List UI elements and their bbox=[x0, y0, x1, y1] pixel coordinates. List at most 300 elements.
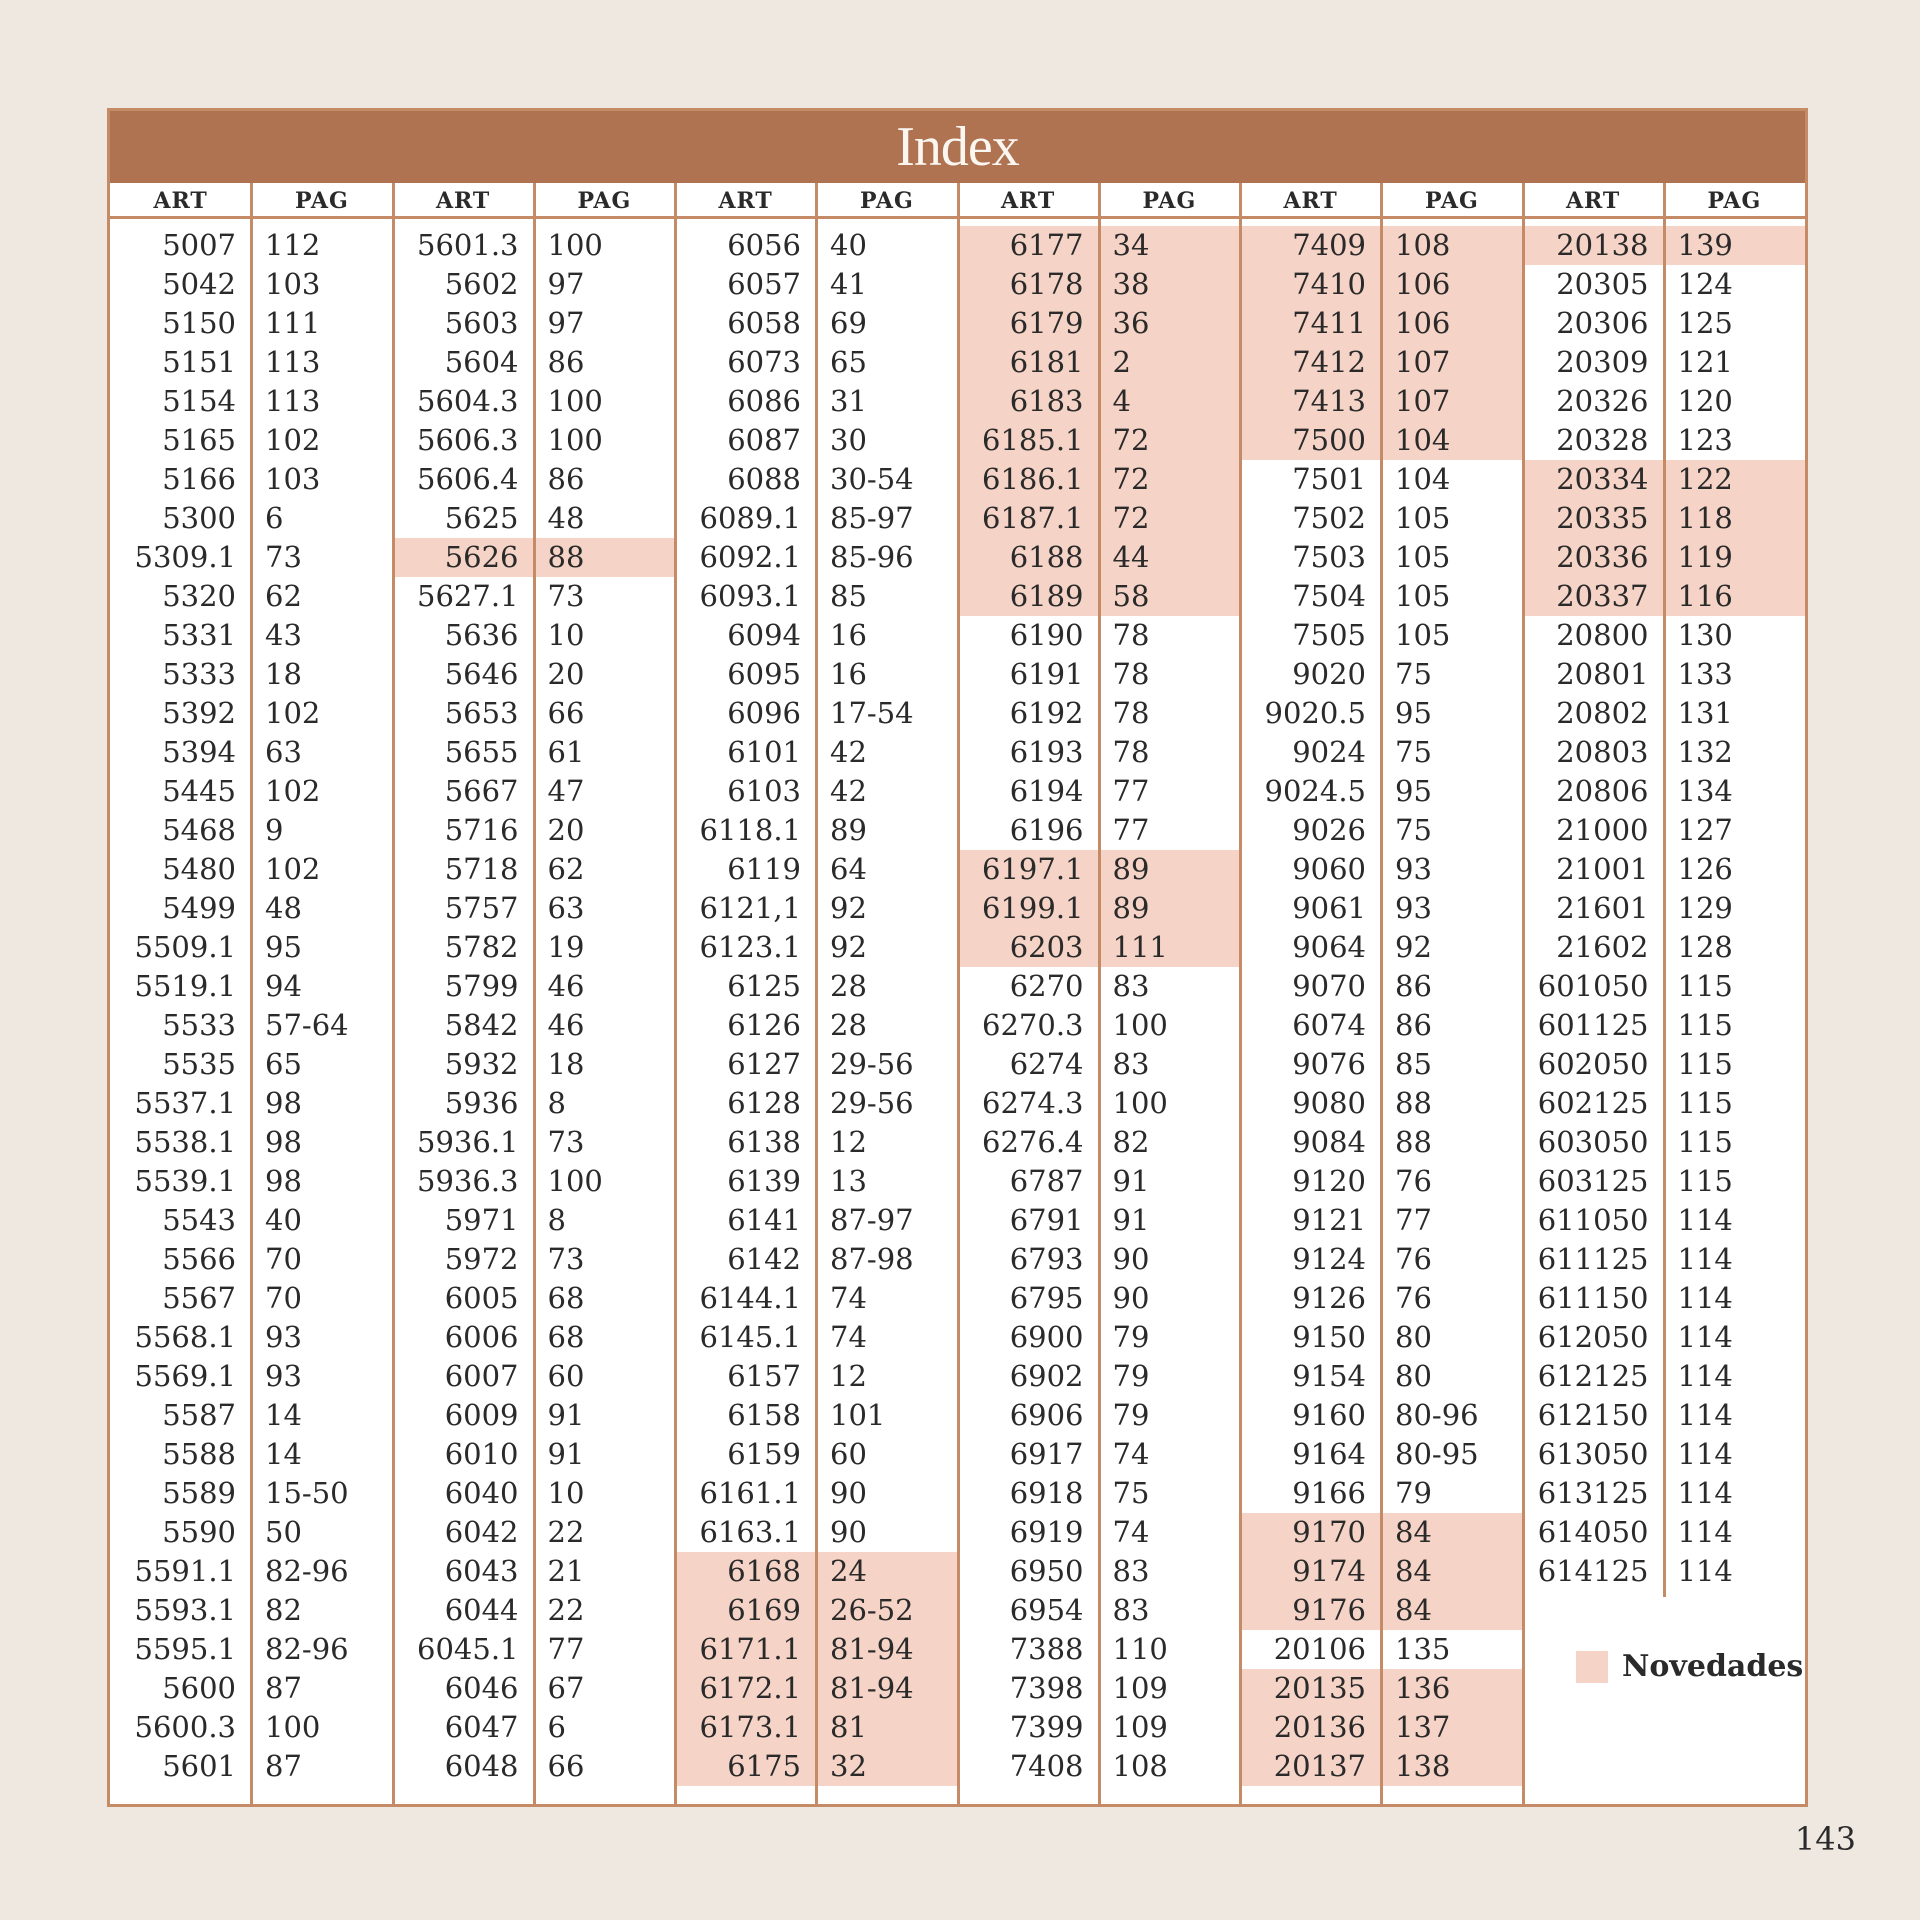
page-ref: 104 bbox=[1395, 423, 1451, 457]
art-number: 20801 bbox=[1556, 657, 1649, 691]
art-number: 5535 bbox=[162, 1047, 236, 1081]
page-ref: 14 bbox=[265, 1398, 302, 1432]
art-number: 9064 bbox=[1292, 930, 1366, 964]
column-divider bbox=[1098, 219, 1101, 1804]
page-ref: 123 bbox=[1677, 423, 1733, 457]
art-number: 5150 bbox=[162, 306, 236, 340]
art-number: 5394 bbox=[162, 735, 236, 769]
art-number: 7411 bbox=[1292, 306, 1366, 340]
page-ref: 62 bbox=[265, 579, 302, 613]
page-ref: 114 bbox=[1677, 1359, 1733, 1393]
page-ref: 93 bbox=[265, 1320, 302, 1354]
art-number: 6169 bbox=[727, 1593, 801, 1627]
art-number: 5588 bbox=[162, 1437, 236, 1471]
page-ref: 10 bbox=[547, 618, 585, 652]
art-number: 6203 bbox=[1009, 930, 1084, 964]
page-ref: 95 bbox=[1395, 774, 1432, 808]
page-ref: 30-54 bbox=[830, 462, 914, 496]
page-ref: 78 bbox=[1112, 657, 1150, 691]
page-ref: 48 bbox=[547, 501, 585, 535]
art-number: 6194 bbox=[1009, 774, 1084, 808]
page-ref: 86 bbox=[547, 345, 585, 379]
header-divider bbox=[815, 183, 818, 216]
page-ref: 67 bbox=[547, 1671, 585, 1705]
page-ref: 114 bbox=[1677, 1320, 1733, 1354]
art-number: 6144.1 bbox=[699, 1281, 801, 1315]
art-number: 6128 bbox=[727, 1086, 801, 1120]
art-number: 5538.1 bbox=[134, 1125, 236, 1159]
page-ref: 78 bbox=[1112, 618, 1150, 652]
art-number: 6795 bbox=[1009, 1281, 1084, 1315]
art-number: 7412 bbox=[1292, 345, 1366, 379]
page-ref: 110 bbox=[1112, 1632, 1168, 1666]
art-number: 6902 bbox=[1009, 1359, 1084, 1393]
art-number: 611150 bbox=[1537, 1281, 1649, 1315]
page-ref: 89 bbox=[1112, 891, 1150, 925]
art-number: 5533 bbox=[162, 1008, 236, 1042]
page-ref: 119 bbox=[1677, 540, 1733, 574]
art-number: 5601.3 bbox=[417, 228, 519, 262]
page-ref: 114 bbox=[1677, 1203, 1733, 1237]
page-ref: 77 bbox=[547, 1632, 585, 1666]
page-ref: 66 bbox=[547, 1749, 585, 1783]
header-pag: PAG bbox=[1707, 188, 1762, 214]
art-number: 7500 bbox=[1292, 423, 1366, 457]
page-ref: 86 bbox=[547, 462, 585, 496]
page-ref: 120 bbox=[1677, 384, 1733, 418]
page-ref: 81-94 bbox=[830, 1632, 914, 1666]
art-number: 5667 bbox=[444, 774, 519, 808]
art-number: 9160 bbox=[1292, 1398, 1366, 1432]
page-ref: 76 bbox=[1395, 1242, 1432, 1276]
header-pag: PAG bbox=[1424, 188, 1479, 214]
art-number: 6276.4 bbox=[982, 1125, 1084, 1159]
art-number: 5587 bbox=[162, 1398, 236, 1432]
art-number: 6009 bbox=[444, 1398, 519, 1432]
page-ref: 89 bbox=[830, 813, 867, 847]
page-ref: 107 bbox=[1395, 384, 1451, 418]
art-number: 9061 bbox=[1292, 891, 1366, 925]
art-number: 613125 bbox=[1537, 1476, 1649, 1510]
art-number: 6043 bbox=[444, 1554, 519, 1588]
header-art: ART bbox=[1000, 188, 1056, 214]
art-number: 6101 bbox=[727, 735, 801, 769]
art-number: 5589 bbox=[162, 1476, 236, 1510]
art-number: 5716 bbox=[444, 813, 519, 847]
art-number: 612050 bbox=[1537, 1320, 1649, 1354]
art-number: 20800 bbox=[1556, 618, 1649, 652]
page-ref: 129 bbox=[1677, 891, 1733, 925]
page-ref: 113 bbox=[265, 384, 321, 418]
art-number: 6006 bbox=[444, 1320, 519, 1354]
page-ref: 136 bbox=[1395, 1671, 1451, 1705]
art-number: 6196 bbox=[1009, 813, 1084, 847]
art-number: 7503 bbox=[1292, 540, 1366, 574]
header-pag: PAG bbox=[577, 188, 632, 214]
page-ref: 43 bbox=[265, 618, 302, 652]
page-ref: 60 bbox=[547, 1359, 585, 1393]
page-ref: 100 bbox=[547, 423, 603, 457]
page-ref: 79 bbox=[1112, 1320, 1150, 1354]
page-ref: 80-95 bbox=[1395, 1437, 1479, 1471]
page-ref: 8 bbox=[547, 1086, 566, 1120]
art-number: 6042 bbox=[444, 1515, 519, 1549]
page-ref: 114 bbox=[1677, 1554, 1733, 1588]
art-number: 5601 bbox=[162, 1749, 236, 1783]
art-number: 602125 bbox=[1537, 1086, 1649, 1120]
header-pag: PAG bbox=[859, 188, 914, 214]
art-number: 7408 bbox=[1009, 1749, 1084, 1783]
page-ref: 73 bbox=[547, 1242, 585, 1276]
page-ref: 131 bbox=[1677, 696, 1733, 730]
column-divider bbox=[1239, 219, 1242, 1804]
page-ref: 57-64 bbox=[265, 1008, 349, 1042]
page-ref: 42 bbox=[830, 735, 867, 769]
header-pag: PAG bbox=[1142, 188, 1197, 214]
art-number: 5936.1 bbox=[417, 1125, 519, 1159]
art-number: 5309.1 bbox=[134, 540, 236, 574]
page-ref: 77 bbox=[1112, 774, 1150, 808]
art-number: 5606.3 bbox=[417, 423, 519, 457]
page-ref: 105 bbox=[1395, 501, 1451, 535]
page-ref: 115 bbox=[1677, 1125, 1733, 1159]
page-ref: 91 bbox=[1112, 1203, 1150, 1237]
page-ref: 14 bbox=[265, 1437, 302, 1471]
art-number: 6181 bbox=[1009, 345, 1084, 379]
art-number: 612125 bbox=[1537, 1359, 1649, 1393]
page-ref: 28 bbox=[830, 1008, 867, 1042]
art-number: 611125 bbox=[1537, 1242, 1649, 1276]
page-ref: 111 bbox=[1112, 930, 1168, 964]
page-ref: 83 bbox=[1112, 1593, 1150, 1627]
page-ref: 87 bbox=[265, 1671, 302, 1705]
page-ref: 29-56 bbox=[830, 1047, 914, 1081]
page-ref: 74 bbox=[830, 1320, 867, 1354]
page-ref: 69 bbox=[830, 306, 867, 340]
page-ref: 76 bbox=[1395, 1281, 1432, 1315]
index-title: Index bbox=[110, 111, 1805, 183]
art-number: 6183 bbox=[1009, 384, 1084, 418]
art-number: 6089.1 bbox=[699, 501, 801, 535]
column-divider bbox=[674, 219, 677, 1804]
page-ref: 30 bbox=[830, 423, 867, 457]
art-number: 20306 bbox=[1556, 306, 1649, 340]
page-ref: 102 bbox=[265, 774, 321, 808]
header-art: ART bbox=[435, 188, 491, 214]
page-ref: 100 bbox=[547, 228, 603, 262]
page-ref: 82-96 bbox=[265, 1632, 349, 1666]
page-ref: 139 bbox=[1677, 228, 1733, 262]
art-number: 20328 bbox=[1556, 423, 1649, 457]
art-number: 5392 bbox=[162, 696, 236, 730]
art-number: 7502 bbox=[1292, 501, 1366, 535]
page-ref: 88 bbox=[1395, 1086, 1432, 1120]
art-number: 6158 bbox=[727, 1398, 801, 1432]
page-ref: 75 bbox=[1395, 813, 1432, 847]
art-number: 5718 bbox=[444, 852, 519, 886]
page-ref: 108 bbox=[1395, 228, 1451, 262]
art-number: 9024.5 bbox=[1264, 774, 1366, 808]
page-ref: 34 bbox=[1112, 228, 1150, 262]
page-ref: 64 bbox=[830, 852, 867, 886]
page-ref: 83 bbox=[1112, 1047, 1150, 1081]
art-number: 9150 bbox=[1292, 1320, 1366, 1354]
art-number: 6058 bbox=[727, 306, 801, 340]
art-number: 7505 bbox=[1292, 618, 1366, 652]
page-ref: 84 bbox=[1395, 1554, 1432, 1588]
header-art: ART bbox=[153, 188, 208, 214]
art-number: 21000 bbox=[1556, 813, 1649, 847]
page-ref: 91 bbox=[1112, 1164, 1150, 1198]
header-pag: PAG bbox=[294, 188, 349, 214]
header-divider bbox=[1663, 183, 1666, 216]
art-number: 7409 bbox=[1292, 228, 1366, 262]
page-ref: 112 bbox=[265, 228, 321, 262]
page-ref: 105 bbox=[1395, 540, 1451, 574]
page-ref: 138 bbox=[1395, 1749, 1451, 1783]
page-ref: 92 bbox=[830, 891, 867, 925]
art-number: 6127 bbox=[727, 1047, 801, 1081]
art-number: 6086 bbox=[727, 384, 801, 418]
page-ref: 91 bbox=[547, 1398, 585, 1432]
page-ref: 13 bbox=[830, 1164, 867, 1198]
art-number: 6919 bbox=[1009, 1515, 1084, 1549]
art-number: 20309 bbox=[1556, 345, 1649, 379]
art-number: 6906 bbox=[1009, 1398, 1084, 1432]
page-ref: 97 bbox=[547, 306, 585, 340]
page-ref: 114 bbox=[1677, 1281, 1733, 1315]
art-number: 5166 bbox=[162, 462, 236, 496]
page-ref: 104 bbox=[1395, 462, 1451, 496]
page-ref: 93 bbox=[1395, 852, 1432, 886]
page-ref: 68 bbox=[547, 1320, 585, 1354]
art-number: 6270 bbox=[1009, 969, 1084, 1003]
art-number: 6199.1 bbox=[982, 891, 1084, 925]
art-number: 9076 bbox=[1292, 1047, 1366, 1081]
art-number: 612150 bbox=[1537, 1398, 1649, 1432]
art-number: 6168 bbox=[727, 1554, 801, 1588]
page-ref: 137 bbox=[1395, 1710, 1451, 1744]
page-ref: 73 bbox=[547, 579, 585, 613]
art-number: 601050 bbox=[1537, 969, 1649, 1003]
art-number: 9124 bbox=[1292, 1242, 1366, 1276]
page-ref: 128 bbox=[1677, 930, 1733, 964]
art-number: 7399 bbox=[1009, 1710, 1084, 1744]
page-ref: 20 bbox=[547, 813, 585, 847]
page-ref: 44 bbox=[1112, 540, 1150, 574]
header-divider bbox=[250, 183, 253, 216]
art-number: 20803 bbox=[1556, 735, 1649, 769]
page-ref: 108 bbox=[1112, 1749, 1168, 1783]
column-divider bbox=[250, 219, 253, 1804]
page-ref: 72 bbox=[1112, 462, 1150, 496]
art-number: 5600 bbox=[162, 1671, 236, 1705]
page-ref: 31 bbox=[830, 384, 867, 418]
art-number: 9060 bbox=[1292, 852, 1366, 886]
art-number: 6119 bbox=[727, 852, 801, 886]
page-ref: 93 bbox=[265, 1359, 302, 1393]
art-number: 5509.1 bbox=[134, 930, 236, 964]
art-number: 5331 bbox=[162, 618, 236, 652]
page-ref: 40 bbox=[830, 228, 867, 262]
art-number: 6121,1 bbox=[699, 891, 801, 925]
art-number: 6189 bbox=[1009, 579, 1084, 613]
art-number: 6057 bbox=[727, 267, 801, 301]
page-ref: 130 bbox=[1677, 618, 1733, 652]
art-number: 5971 bbox=[444, 1203, 519, 1237]
page-ref: 6 bbox=[547, 1710, 566, 1744]
page-ref: 77 bbox=[1395, 1203, 1432, 1237]
art-number: 6118.1 bbox=[699, 813, 801, 847]
art-number: 7398 bbox=[1009, 1671, 1084, 1705]
art-number: 6007 bbox=[444, 1359, 519, 1393]
page-ref: 20 bbox=[547, 657, 585, 691]
page-ref: 75 bbox=[1112, 1476, 1150, 1510]
page-ref: 78 bbox=[1112, 735, 1150, 769]
page-ref: 73 bbox=[547, 1125, 585, 1159]
page-ref: 63 bbox=[265, 735, 302, 769]
page-ref: 105 bbox=[1395, 618, 1451, 652]
art-number: 5569.1 bbox=[134, 1359, 236, 1393]
column-divider bbox=[1663, 219, 1666, 1597]
art-number: 5007 bbox=[162, 228, 236, 262]
art-number: 20138 bbox=[1556, 228, 1649, 262]
page-ref: 81-94 bbox=[830, 1671, 914, 1705]
art-number: 6197.1 bbox=[982, 852, 1084, 886]
art-number: 5604.3 bbox=[417, 384, 519, 418]
art-number: 5333 bbox=[162, 657, 236, 691]
art-number: 9174 bbox=[1292, 1554, 1366, 1588]
art-number: 6954 bbox=[1009, 1593, 1084, 1627]
art-number: 6142 bbox=[727, 1242, 801, 1276]
column-divider bbox=[392, 219, 395, 1804]
art-number: 20337 bbox=[1556, 579, 1649, 613]
art-number: 5606.4 bbox=[417, 462, 519, 496]
page-ref: 79 bbox=[1395, 1476, 1432, 1510]
art-number: 6918 bbox=[1009, 1476, 1084, 1510]
page-ref: 74 bbox=[1112, 1515, 1150, 1549]
page-ref: 74 bbox=[830, 1281, 867, 1315]
art-number: 6274 bbox=[1009, 1047, 1084, 1081]
art-number: 5537.1 bbox=[134, 1086, 236, 1120]
art-number: 6179 bbox=[1009, 306, 1084, 340]
page-ref: 78 bbox=[1112, 696, 1150, 730]
page-ref: 111 bbox=[265, 306, 321, 340]
art-number: 6138 bbox=[727, 1125, 801, 1159]
art-number: 5590 bbox=[162, 1515, 236, 1549]
art-number: 20106 bbox=[1273, 1632, 1366, 1666]
page-ref: 72 bbox=[1112, 501, 1150, 535]
art-number: 9020.5 bbox=[1264, 696, 1366, 730]
art-number: 5646 bbox=[444, 657, 519, 691]
art-number: 6270.3 bbox=[982, 1008, 1084, 1042]
art-number: 614125 bbox=[1537, 1554, 1649, 1588]
art-number: 6056 bbox=[727, 228, 801, 262]
page-ref: 62 bbox=[547, 852, 585, 886]
art-number: 5936 bbox=[444, 1086, 519, 1120]
art-number: 6178 bbox=[1009, 267, 1084, 301]
page-ref: 22 bbox=[547, 1515, 585, 1549]
art-number: 7501 bbox=[1292, 462, 1366, 496]
art-number: 6190 bbox=[1009, 618, 1084, 652]
page-ref: 118 bbox=[1677, 501, 1733, 535]
art-number: 5480 bbox=[162, 852, 236, 886]
page-ref: 87-97 bbox=[830, 1203, 914, 1237]
page-ref: 28 bbox=[830, 969, 867, 1003]
page-ref: 24 bbox=[830, 1554, 867, 1588]
page-ref: 114 bbox=[1677, 1437, 1733, 1471]
art-number: 6159 bbox=[727, 1437, 801, 1471]
page-ref: 6 bbox=[265, 501, 284, 535]
header-divider bbox=[674, 183, 677, 216]
art-number: 5468 bbox=[162, 813, 236, 847]
art-number: 6192 bbox=[1009, 696, 1084, 730]
art-number: 6177 bbox=[1009, 228, 1084, 262]
page-ref: 85 bbox=[830, 579, 867, 613]
page-ref: 95 bbox=[265, 930, 302, 964]
art-number: 6123.1 bbox=[699, 930, 801, 964]
art-number: 6793 bbox=[1009, 1242, 1084, 1276]
art-number: 7410 bbox=[1292, 267, 1366, 301]
page-ref: 85-97 bbox=[830, 501, 914, 535]
page-ref: 46 bbox=[547, 969, 585, 1003]
page-ref: 90 bbox=[830, 1515, 867, 1549]
page-ref: 79 bbox=[1112, 1398, 1150, 1432]
page-ref: 29-56 bbox=[830, 1086, 914, 1120]
art-number: 5566 bbox=[162, 1242, 236, 1276]
page-ref: 98 bbox=[265, 1164, 302, 1198]
page-ref: 100 bbox=[1112, 1086, 1168, 1120]
page-ref: 81 bbox=[830, 1710, 867, 1744]
art-number: 5757 bbox=[444, 891, 519, 925]
art-number: 5626 bbox=[444, 540, 519, 574]
page-ref: 102 bbox=[265, 696, 321, 730]
art-number: 5603 bbox=[444, 306, 519, 340]
page-ref: 18 bbox=[265, 657, 302, 691]
art-number: 5445 bbox=[162, 774, 236, 808]
page-ref: 63 bbox=[547, 891, 585, 925]
art-number: 6125 bbox=[727, 969, 801, 1003]
page-ref: 100 bbox=[547, 384, 603, 418]
art-number: 6096 bbox=[727, 696, 801, 730]
art-number: 20334 bbox=[1556, 462, 1649, 496]
page-ref: 17-54 bbox=[830, 696, 914, 730]
art-number: 5042 bbox=[162, 267, 236, 301]
art-number: 9166 bbox=[1292, 1476, 1366, 1510]
page-ref: 46 bbox=[547, 1008, 585, 1042]
page-ref: 90 bbox=[830, 1476, 867, 1510]
art-number: 9164 bbox=[1292, 1437, 1366, 1471]
page-ref: 134 bbox=[1677, 774, 1733, 808]
art-number: 6092.1 bbox=[699, 540, 801, 574]
page-ref: 82 bbox=[265, 1593, 302, 1627]
art-number: 5936.3 bbox=[417, 1164, 519, 1198]
art-number: 6095 bbox=[727, 657, 801, 691]
art-number: 6093.1 bbox=[699, 579, 801, 613]
page-ref: 93 bbox=[1395, 891, 1432, 925]
art-number: 5932 bbox=[444, 1047, 519, 1081]
page-ref: 91 bbox=[547, 1437, 585, 1471]
art-number: 6074 bbox=[1292, 1008, 1366, 1042]
page-ref: 12 bbox=[830, 1125, 867, 1159]
art-number: 6141 bbox=[727, 1203, 801, 1237]
art-number: 7504 bbox=[1292, 579, 1366, 613]
art-number: 5568.1 bbox=[134, 1320, 236, 1354]
page-ref: 122 bbox=[1677, 462, 1733, 496]
art-number: 20336 bbox=[1556, 540, 1649, 574]
art-number: 6044 bbox=[444, 1593, 519, 1627]
page-ref: 58 bbox=[1112, 579, 1150, 613]
